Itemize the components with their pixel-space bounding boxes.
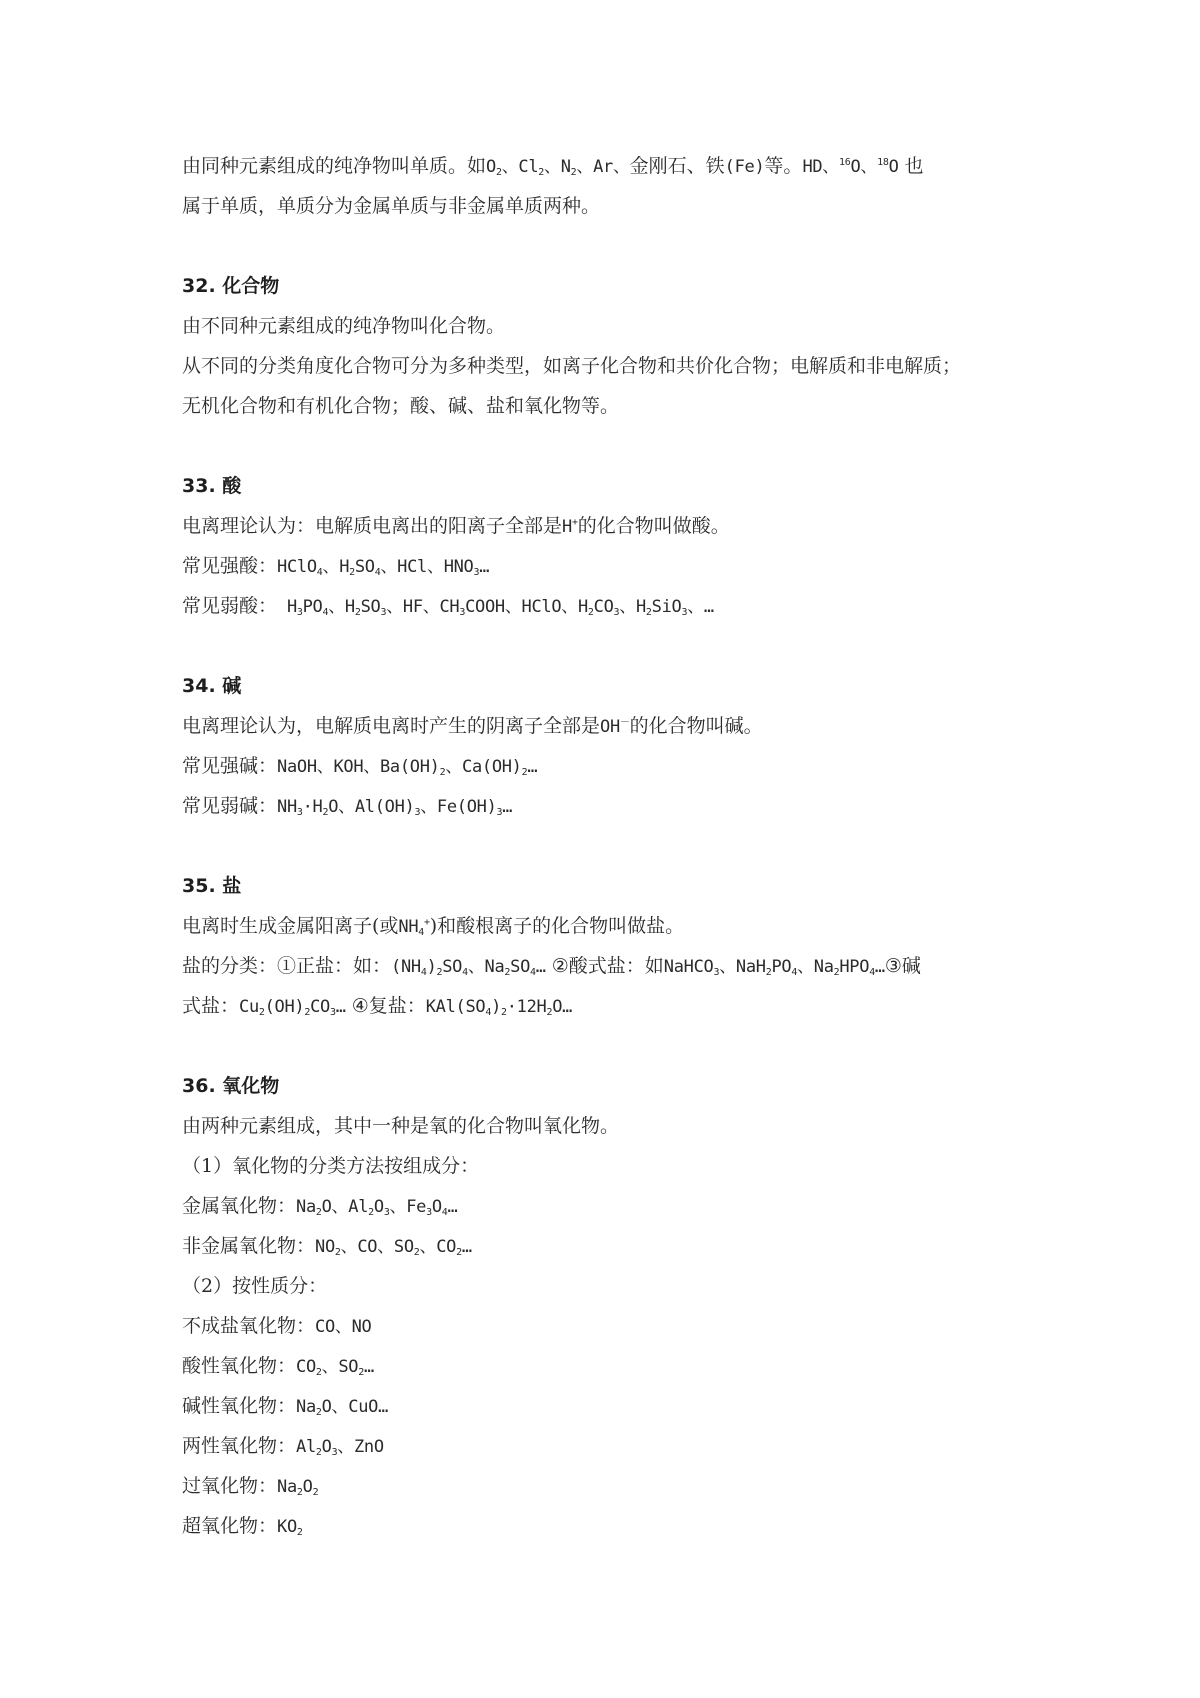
base-definition: 电离理论认为，电解质电离时产生的阴离子全部是OH－的化合物叫碱。 — [182, 715, 763, 737]
weak-base-line: 常见弱碱：$NH_3\cdot H_2O$、$Al(OH)_3$、$Fe(OH)_3\dots$ — [182, 795, 513, 818]
compound-line-1: 由不同种元素组成的纯净物叫化合物。 — [182, 315, 506, 337]
acidic-oxide-list: $CO_2$、$SO_2\dots$ — [296, 1357, 374, 1378]
basic-oxide-line: 碱性氧化物：$Na_2O$、CuO… — [182, 1395, 388, 1418]
nonsalt-oxide-line: 不成盐氧化物：CO、NO — [182, 1315, 372, 1337]
acid-definition: 电离理论认为：电解质电离出的阳离子全部是H+的化合物叫做酸。 — [182, 515, 730, 537]
section-heading-compound: 32. 化合物 — [182, 275, 280, 297]
acidic-oxide-line: 酸性氧化物：$CO_2$、$SO_2\dots$ — [182, 1355, 374, 1378]
oxide-definition: 由两种元素组成，其中一种是氧的化合物叫氧化物。 — [182, 1115, 620, 1137]
section-heading-salt: 35. 盐 — [182, 875, 242, 897]
section-heading-acid: 33. 酸 — [182, 475, 242, 497]
nonsalt-oxide-list: CO、NO — [315, 1317, 372, 1337]
document-page — [182, 146, 1062, 1546]
weak-base-list: $NH_3\cdot H_2O$、$Al(OH)_3$、$Fe(OH)_3\dots$ — [277, 797, 513, 818]
basic-oxide-list: $Na_2O$、CuO… — [296, 1397, 388, 1418]
metal-oxide-line: 金属氧化物：$Na_2O$、$Al_2O_3$、$Fe_3O_4\dots$ — [182, 1195, 458, 1218]
amphoteric-oxide-list: $Al_2O_3$、ZnO — [296, 1437, 384, 1458]
superoxide-line: 超氧化物：$KO_2$ — [182, 1515, 303, 1538]
oxide-by-property: （2）按性质分： — [182, 1275, 328, 1297]
basic-salt-list: $Cu_2(OH)_2CO_3\dots$ — [239, 997, 346, 1018]
normal-salt-list: $(NH_4)_2SO_4$、$Na_2SO_4\dots$ — [391, 957, 546, 978]
superoxide-list: $KO_2$ — [277, 1517, 303, 1538]
weak-acid-list: $H_3PO_4$、$H_2SO_3$、HF、$CH_3COOH$、HClO、$H_2CO_3$、$H_2SiO_3$、… — [277, 597, 714, 618]
amphoteric-oxide-line: 两性氧化物：$Al_2O_3$、ZnO — [182, 1435, 384, 1458]
compound-line-3: 无机化合物和有机化合物；酸、碱、盐和氧化物等。 — [182, 395, 620, 417]
double-salt-list: $KAl(SO_4)_2\cdot 12H_2O\dots$ — [425, 997, 573, 1018]
nonmetal-oxide-line: 非金属氧化物：$NO_2$、CO、$SO_2$、$CO_2\dots$ — [182, 1235, 472, 1258]
weak-acid-line: 常见弱酸： $H_3PO_4$、$H_2SO_3$、HF、$CH_3COOH$、HClO、$H_2CO_3$、$H_2SiO_3$、… — [182, 595, 714, 618]
section-heading-base: 34. 碱 — [182, 675, 242, 697]
compound-line-2: 从不同的分类角度化合物可分为多种类型，如离子化合物和共价化合物；电解质和非电解质； — [182, 355, 962, 377]
strong-acid-line: 常见强酸：HClO$_4$、$H_2SO_4$、HCl、$HNO_3\dots$ — [182, 555, 490, 578]
section-heading-oxide: 36. 氧化物 — [182, 1075, 280, 1097]
strong-base-list: NaOH、KOH、$Ba(OH)_2$、$Ca(OH)_2\dots$ — [277, 757, 538, 778]
simple-substance-examples: $O_2$、$Cl_2$、$N_2$、Ar、 — [486, 157, 630, 178]
peroxide-list: $Na_2O_2$ — [277, 1477, 319, 1498]
salt-classification-line-1: 盐的分类：①正盐：如：$(NH_4)_2SO_4$、$Na_2SO_4\dots$ ②酸式盐：如NaHCO$_3$、$NaH_2PO_4$、$Na_2HPO_4\dots ③$碱 — [182, 955, 921, 978]
strong-base-line: 常见强碱：NaOH、KOH、$Ba(OH)_2$、$Ca(OH)_2\dots$ — [182, 755, 538, 778]
simple-substance-line-1: 由同种元素组成的纯净物叫单质。如$O_2$、$Cl_2$、$N_2$、Ar、金刚石、铁(Fe)等。HD、$^{16}$O、$^{18}$O 也 — [182, 155, 924, 178]
simple-substance-line-2: 属于单质，单质分为金属单质与非金属单质两种。 — [182, 195, 601, 217]
acid-salt-list: NaHCO$_3$、$NaH_2PO_4$、$Na_2HPO_4\dots$ — [663, 957, 885, 978]
nonmetal-oxide-list: $NO_2$、CO、$SO_2$、$CO_2\dots$ — [315, 1237, 472, 1258]
strong-acid-list: HClO$_4$、$H_2SO_4$、HCl、$HNO_3\dots$ — [277, 557, 490, 578]
peroxide-line: 过氧化物：$Na_2O_2$ — [182, 1475, 319, 1498]
metal-oxide-list: $Na_2O$、$Al_2O_3$、$Fe_3O_4\dots$ — [296, 1197, 458, 1218]
salt-classification-line-2: 式盐：$Cu_2(OH)_2CO_3\dots$ ④复盐：$KAl(SO_4)_2\cdot 12H_2O\dots$ — [182, 995, 573, 1018]
oxide-by-composition: （1）氧化物的分类方法按组成分： — [182, 1155, 480, 1177]
salt-definition: 电离时生成金属阳离子(或$NH_4^+$)和酸根离子的化合物叫做盐。 — [182, 915, 685, 938]
